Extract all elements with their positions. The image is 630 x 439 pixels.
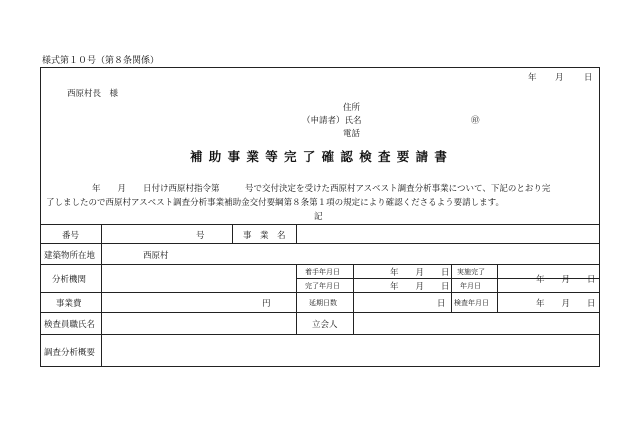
delay-days-label: 延期日数 — [309, 299, 337, 307]
table-row-line — [40, 264, 600, 265]
table-row-line — [40, 292, 600, 293]
form-label: 様式第１０号（第８条関係） — [42, 56, 160, 66]
date-month: 月 — [555, 73, 564, 83]
table-row-line — [40, 334, 600, 335]
date-year: 年 — [528, 73, 537, 83]
delay-days-unit: 日 — [437, 299, 446, 309]
table-col-line — [497, 264, 498, 312]
table-col-line — [232, 224, 233, 243]
project-cost-unit: 円 — [262, 299, 271, 309]
witness-label: 立会人 — [312, 320, 338, 330]
planned-label-1: 実施完了 — [457, 268, 485, 276]
building-location-label: 建築物所在地 — [44, 251, 96, 261]
phone-label: 電話 — [343, 129, 361, 139]
inspection-date-value[interactable]: 年 月 日 — [536, 299, 596, 309]
date-day: 日 — [584, 73, 593, 83]
table-col-line — [451, 264, 452, 312]
table-col-line — [296, 264, 297, 334]
ki-label: 記 — [314, 212, 323, 222]
number-label: 番号 — [62, 231, 80, 241]
inspector-name-label: 検査員職氏名 — [44, 320, 96, 330]
complete-date-label: 完了年月日 — [305, 282, 340, 290]
addressee: 西原村長 様 — [67, 89, 119, 99]
start-date-value[interactable]: 年 月 日 — [390, 268, 450, 278]
applicant-name-label: （申請者）氏名 — [302, 116, 362, 126]
table-col-line — [101, 224, 102, 367]
analysis-org-label: 分析機関 — [52, 275, 87, 285]
number-unit: 号 — [196, 231, 205, 241]
complete-date-value[interactable]: 年 月 日 — [390, 282, 450, 292]
seal-mark: ㊞ — [471, 116, 480, 126]
project-cost-label: 事業費 — [56, 299, 82, 309]
document-title: 補助事業等完了確認検査要請書 — [190, 149, 454, 164]
table-col-line — [296, 224, 297, 243]
table-row-line — [40, 243, 600, 244]
address-label: 住所 — [343, 103, 361, 113]
body-line-2: 了しましたので西原村アスベスト調査分析事業補助金交付要綱第８条第１項の規定により確認くださるよう要請します。 — [46, 198, 504, 208]
table-row-line — [40, 312, 600, 313]
inspection-date-label: 検査年月日 — [454, 299, 489, 307]
planned-label-2: 年月日 — [460, 282, 481, 290]
table-col-line — [353, 264, 354, 334]
table-top-line — [40, 224, 600, 225]
planned-date-value[interactable]: 年 月 日 — [536, 275, 596, 285]
start-date-label: 着手年月日 — [305, 268, 340, 276]
building-location-value[interactable]: 西原村 — [143, 251, 169, 261]
project-name-label: 事 業 名 — [243, 231, 286, 241]
body-line-1: 年 月 日付け西原村指令第 号で交付決定を受けた西原村アスベスト調査分析事業について、下記のとおり完 — [92, 184, 551, 194]
survey-summary-label: 調査分析概要 — [44, 348, 96, 358]
